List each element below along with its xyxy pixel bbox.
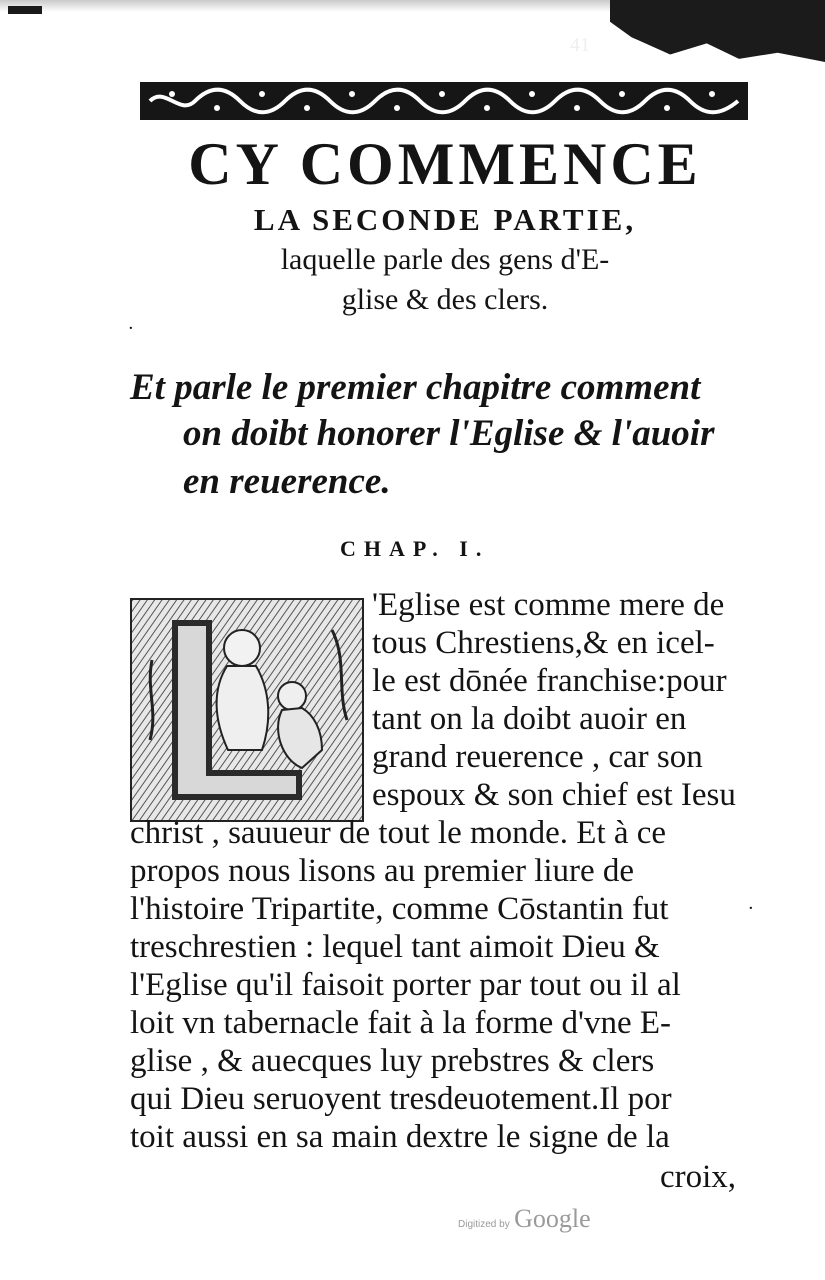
text-line: l'histoire Tripartite, comme Cōstantin fut [130, 891, 669, 927]
margin-mark: · [748, 898, 754, 919]
page-subtitle: LA SECONDE PARTIE, [253, 202, 637, 237]
text-line: 'Eglise est comme mere de [372, 587, 725, 623]
text-line: tous Chrestiens,& en icel- [372, 625, 715, 661]
text-line: tant on la doibt auoir en [372, 701, 687, 737]
watermark-logo: Google [514, 1204, 591, 1233]
text-line: l'Eglise qu'il faisoit porter par tout ou il al [130, 967, 681, 1003]
subtitle-line-1: laquelle parle des gens d'E- [280, 243, 610, 276]
summary-line-2: on doibt honorer l'Eglise & l'auoir [183, 413, 715, 454]
page-title: CY COMMENCE [188, 131, 702, 197]
text-line: toit aussi en sa main dextre le signe de la [130, 1119, 670, 1155]
folio-number: 41 [570, 34, 590, 56]
text-line: espoux & son chief est Iesu [372, 777, 736, 813]
scan-shadow [610, 0, 825, 62]
catchword: croix, [660, 1159, 737, 1195]
watermark-small: Digitized by [458, 1219, 510, 1230]
ornamental-band [140, 82, 748, 120]
scan-corner-mark [8, 6, 42, 14]
text-line: glise , & auecques luy prebstres & clers [130, 1043, 655, 1079]
text-line: propos nous lisons au premier liure de [130, 853, 635, 889]
text-line: qui Dieu seruoyent tresdeuotement.Il por [130, 1081, 672, 1117]
margin-mark: · [128, 318, 134, 339]
text-line: christ , sauueur de tout le monde. Et à ce [130, 815, 667, 851]
summary-line-3: en reuerence. [183, 461, 391, 502]
text-line: grand reuerence , car son [372, 739, 703, 775]
decorated-initial-l [130, 598, 364, 822]
text-line: treschrestien : lequel tant aimoit Dieu & [130, 929, 660, 965]
chapter-label: CHAP. I. [340, 536, 490, 561]
text-line: le est dōnée franchise:pour [372, 663, 727, 699]
text-line: loit vn tabernacle fait à la forme d'vne E- [130, 1005, 672, 1041]
subtitle-line-2: glise & des clers. [341, 283, 549, 316]
summary-line-1: Et parle le premier chapitre comment [130, 367, 701, 408]
digitized-watermark [458, 1204, 591, 1234]
woodcut-illustration [132, 600, 362, 820]
